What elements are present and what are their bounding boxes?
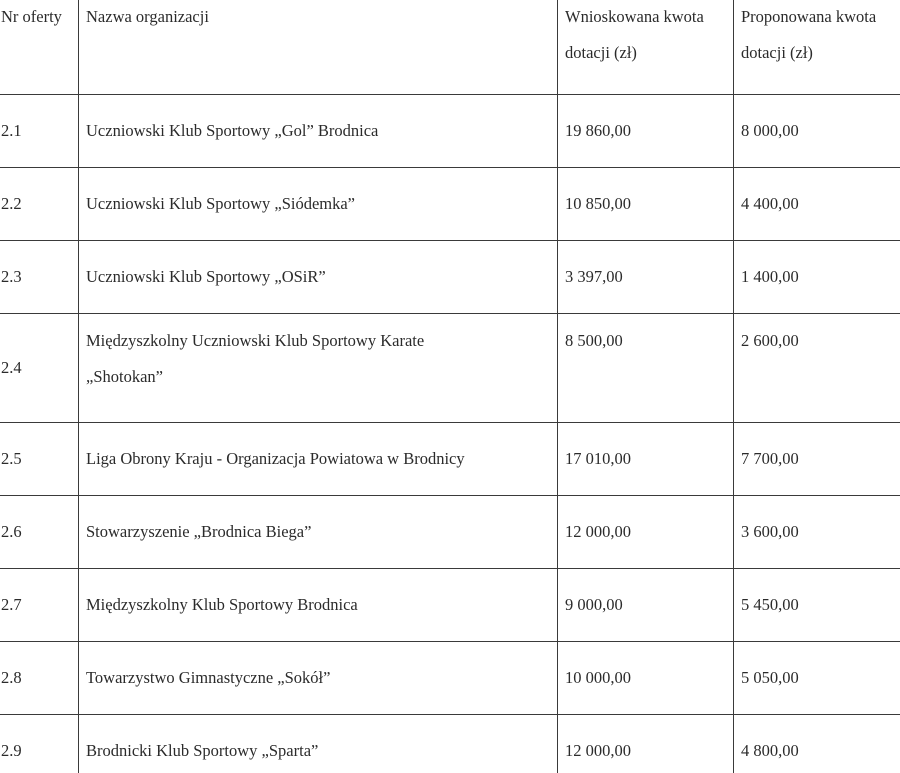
requested-amount: 19 860,00 xyxy=(558,95,734,168)
table-header-row xyxy=(0,0,900,95)
requested-amount: 12 000,00 xyxy=(558,715,734,773)
proposed-amount: 1 400,00 xyxy=(734,241,900,314)
requested-amount: 10 000,00 xyxy=(558,642,734,715)
organization-name: Liga Obrony Kraju - Organizacja Powiatowa w Brodnicy xyxy=(79,423,558,496)
organization-name: Uczniowski Klub Sportowy „Gol” Brodnica xyxy=(79,95,558,168)
table-row xyxy=(0,95,900,168)
proposed-amount: 5 450,00 xyxy=(734,569,900,642)
requested-amount: 10 850,00 xyxy=(558,168,734,241)
table-row xyxy=(0,642,900,715)
requested-amount: 3 397,00 xyxy=(558,241,734,314)
header-requested-amount xyxy=(558,0,734,95)
offer-number: 2.9 xyxy=(0,715,79,773)
organization-name: Międzyszkolny Klub Sportowy Brodnica xyxy=(79,569,558,642)
header-proposed-line1: Proponowana kwota xyxy=(741,7,877,26)
organization-name: Uczniowski Klub Sportowy „OSiR” xyxy=(79,241,558,314)
organization-name xyxy=(79,314,558,423)
header-requested-line1: Wnioskowana kwota xyxy=(565,7,704,26)
table-row xyxy=(0,314,900,423)
table-row xyxy=(0,423,900,496)
offer-number: 2.8 xyxy=(0,642,79,715)
offer-number: 2.4 xyxy=(0,314,79,423)
table-row xyxy=(0,168,900,241)
offer-number: 2.2 xyxy=(0,168,79,241)
offer-number: 2.5 xyxy=(0,423,79,496)
proposed-amount: 8 000,00 xyxy=(734,95,900,168)
table-row xyxy=(0,715,900,773)
header-proposed-amount xyxy=(734,0,900,95)
organization-name: Brodnicki Klub Sportowy „Sparta” xyxy=(79,715,558,773)
proposed-amount: 2 600,00 xyxy=(734,314,900,423)
header-organization-name: Nazwa organizacji xyxy=(79,0,558,95)
header-proposed-line2: dotacji (zł) xyxy=(741,43,813,62)
table-row xyxy=(0,496,900,569)
offer-number: 2.6 xyxy=(0,496,79,569)
organization-name: Uczniowski Klub Sportowy „Siódemka” xyxy=(79,168,558,241)
requested-amount: 8 500,00 xyxy=(558,314,734,423)
proposed-amount: 7 700,00 xyxy=(734,423,900,496)
organization-name: Towarzystwo Gimnastyczne „Sokół” xyxy=(79,642,558,715)
requested-amount: 9 000,00 xyxy=(558,569,734,642)
header-requested-line2: dotacji (zł) xyxy=(565,43,637,62)
organization-name-line2: „Shotokan” xyxy=(86,367,163,386)
offer-number: 2.3 xyxy=(0,241,79,314)
organization-name: Stowarzyszenie „Brodnica Biega” xyxy=(79,496,558,569)
header-offer-number: Nr oferty xyxy=(0,0,79,95)
requested-amount: 17 010,00 xyxy=(558,423,734,496)
offer-number: 2.7 xyxy=(0,569,79,642)
table-row xyxy=(0,569,900,642)
proposed-amount: 3 600,00 xyxy=(734,496,900,569)
requested-amount: 12 000,00 xyxy=(558,496,734,569)
proposed-amount: 4 800,00 xyxy=(734,715,900,773)
proposed-amount: 5 050,00 xyxy=(734,642,900,715)
offer-number: 2.1 xyxy=(0,95,79,168)
table-row xyxy=(0,241,900,314)
organization-name-line1: Międzyszkolny Uczniowski Klub Sportowy Karate xyxy=(86,331,425,350)
proposed-amount: 4 400,00 xyxy=(734,168,900,241)
